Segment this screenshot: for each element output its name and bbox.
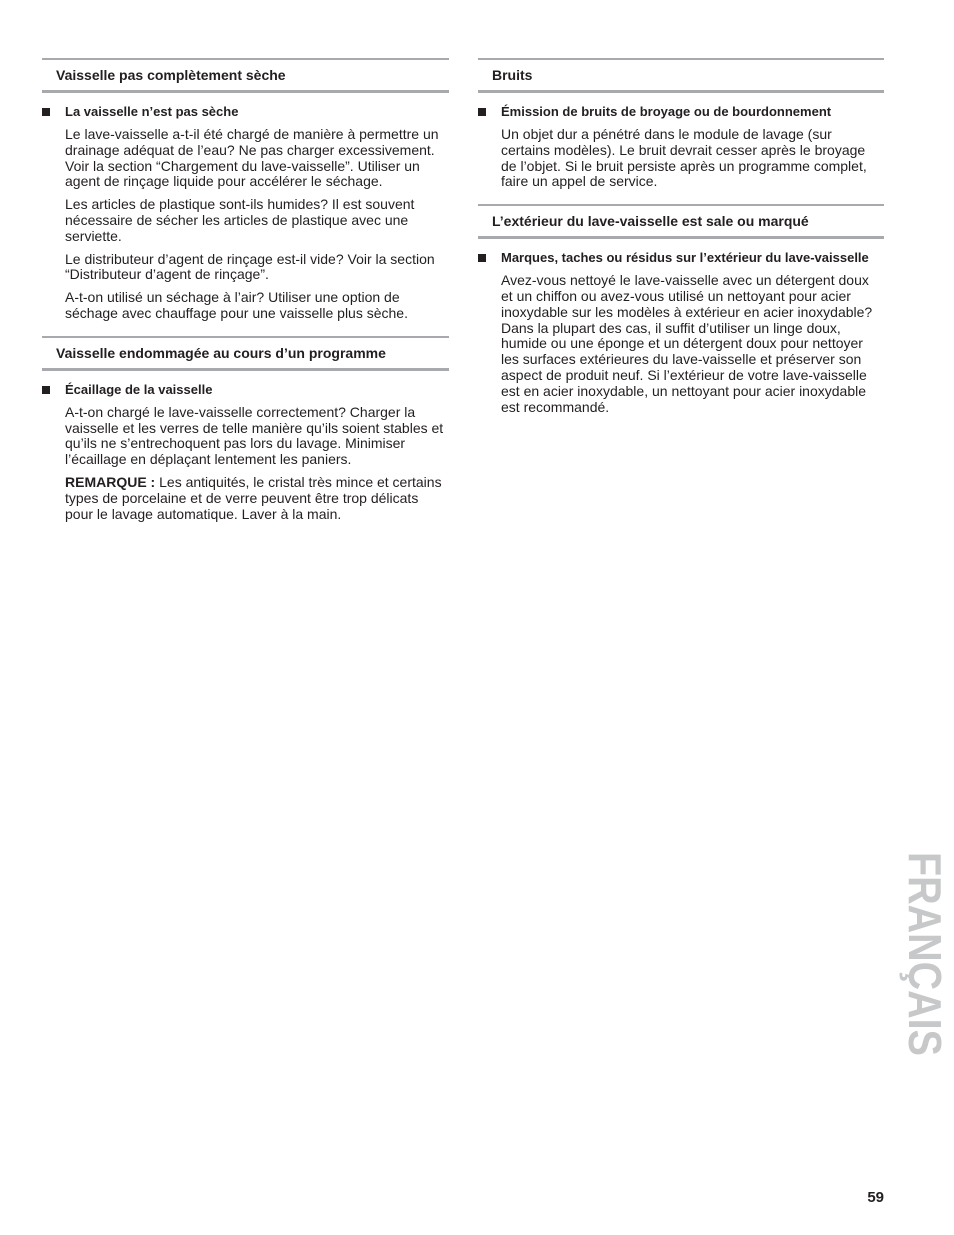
square-bullet-icon xyxy=(478,254,486,262)
bullet-label: Écaillage de la vaisselle xyxy=(65,381,213,397)
note-text: Les antiquités, le cristal très mince et certains types de porcelaine et de verre peuvent être trop délicats pour le lavage automatique. Laver à la main. xyxy=(65,473,442,522)
section-exterior-dirty xyxy=(478,204,884,415)
square-bullet-icon xyxy=(42,108,50,116)
paragraph: Un objet dur a pénétré dans le module de lavage (sur certains modèles). Le bruit devrait cesser après le broyage de l’objet. Si le bruit persiste après un programme complet, faire un appel de service. xyxy=(501,126,867,190)
paragraph: Le lave-vaisselle a-t-il été chargé de manière à permettre un drainage adéquat de l’eau? Ne pas charger excessivement. Voir la section “Chargement du lave-vaisselle”. Utiliser un agent de rinçage liquide pour accélérer le séchage. xyxy=(65,126,439,190)
paragraph: Les articles de plastique sont-ils humides? Il est souvent nécessaire de sécher les articles de plastique avec une serviette. xyxy=(65,196,415,244)
paragraph: Avez-vous nettoyé le lave-vaisselle avec un détergent doux et un chiffon ou avez-vous utilisé un nettoyant pour acier inoxydable sur les modèles à extérieur en acier inoxydable? Dans la plupart des cas, il suffit d’utiliser un linge doux, humide ou une éponge et un détergent doux pour nettoyer les surfaces extérieures du lave-vaisselle et préserver son aspect de produit neuf. Si l’extérieur de votre lave-vaisselle est en acier inoxydable, un nettoyant pour acier inoxydable est recommandé. xyxy=(501,272,873,415)
bullet-label: Marques, taches ou résidus sur l’extérieur du lave-vaisselle xyxy=(501,250,869,266)
left-column xyxy=(42,58,449,536)
section-noises xyxy=(478,58,884,190)
right-column xyxy=(478,58,884,429)
square-bullet-icon xyxy=(42,386,50,394)
section-heading: Vaisselle endommagée au cours d’un programme xyxy=(42,336,449,371)
paragraph: A-t-on utilisé un séchage à l’air? Utiliser une option de séchage avec chauffage pour une vaisselle plus sèche. xyxy=(65,289,408,321)
square-bullet-icon xyxy=(478,108,486,116)
bullet-label: Émission de bruits de broyage ou de bourdonnement xyxy=(501,104,832,119)
language-side-tab xyxy=(895,850,951,1090)
paragraph: A-t-on chargé le lave-vaisselle correctement? Charger la vaisselle et les verres de telle manière qu’ils soient stables et qu’ils ne s’entrechoquent pas lors du lavage. Minimiser l’écaillage en déplaçant lentement les paniers. xyxy=(65,403,444,468)
page-number: 59 xyxy=(867,1189,884,1206)
section-dishes-not-dry xyxy=(42,58,449,322)
note-paragraph xyxy=(65,475,449,522)
paragraph: Le distributeur d’agent de rinçage est-il vide? Voir la section “Distributeur d’agent de rinçage”. xyxy=(65,250,435,283)
bullet-item xyxy=(42,104,449,120)
section-heading: Vaisselle pas complètement sèche xyxy=(42,58,449,93)
bullet-label: La vaisselle n’est pas sèche xyxy=(65,104,239,119)
section-heading: L’extérieur du lave-vaisselle est sale ou marqué xyxy=(478,204,884,239)
bullet-item xyxy=(478,104,884,120)
bullet-item xyxy=(42,382,449,398)
section-heading: Bruits xyxy=(478,58,884,93)
note-label: REMARQUE : xyxy=(65,473,156,490)
section-damaged-dishes xyxy=(42,336,449,523)
language-tab-label: FRANÇAIS xyxy=(899,852,951,1090)
bullet-item xyxy=(478,250,884,266)
